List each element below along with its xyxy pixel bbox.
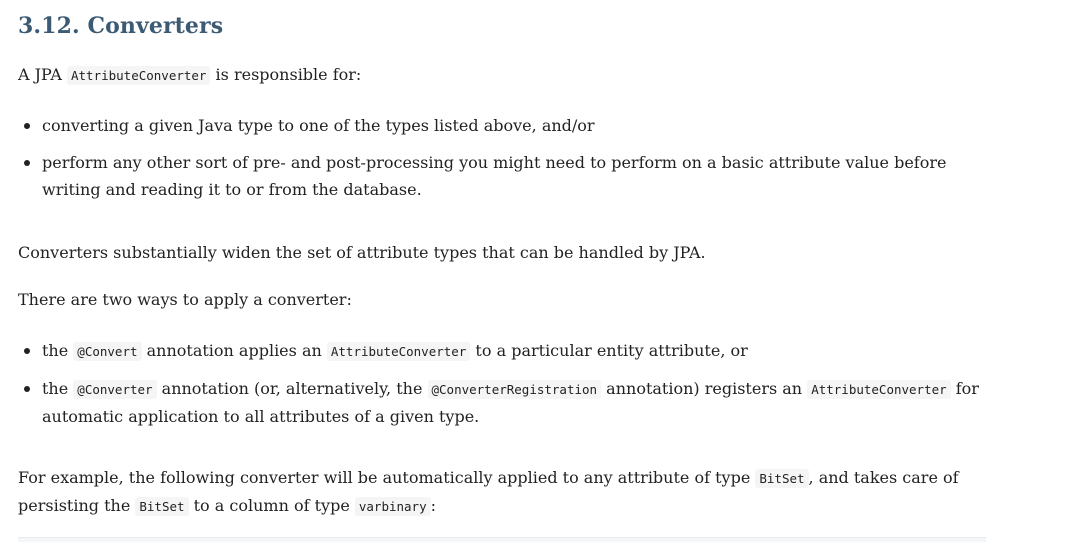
paragraph-text: : [430, 496, 436, 515]
inline-code-converterregistration: @ConverterRegistration [428, 380, 602, 399]
paragraph-example [18, 464, 988, 520]
inline-code-bitset: BitSet [135, 497, 188, 516]
inline-code-converter: @Converter [73, 380, 156, 399]
section-title: 3.12. Converters [18, 13, 224, 39]
paragraph-two-ways: There are two ways to apply a converter: [18, 290, 352, 309]
inline-code-attributeconverter: AttributeConverter [327, 342, 470, 361]
inline-code-bitset: BitSet [755, 469, 808, 488]
inline-code-attributeconverter: AttributeConverter [67, 66, 210, 85]
intro-text-a: A JPA [18, 65, 67, 84]
list-text: annotation applies an [141, 341, 327, 360]
list-text: annotation) registers an [601, 379, 808, 398]
list-text: the [42, 341, 74, 360]
list-item [18, 375, 988, 430]
list-text: to a particular entity attribute, or [470, 341, 748, 360]
intro-paragraph [18, 61, 988, 89]
list-item [18, 337, 988, 365]
paragraph-text: For example, the following converter will be automatically applied to any attribute of type [18, 468, 756, 487]
inline-code-varbinary: varbinary [355, 497, 431, 516]
inline-code-attributeconverter: AttributeConverter [807, 380, 950, 399]
list-item: perform any other sort of pre- and post-processing you might need to perform on a basic attribute value before writing and reading it to or from the database. [18, 149, 988, 203]
paragraph-text: , and takes care of persisting the [18, 468, 959, 515]
list-item: converting a given Java type to one of the types listed above, and/or [18, 112, 988, 139]
list-text: the [42, 379, 74, 398]
intro-text-b: is responsible for: [210, 65, 362, 84]
list-text: for automatic application to all attributes of a given type. [42, 379, 979, 426]
paragraph-widen: Converters substantially widen the set of attribute types that can be handled by JPA. [18, 243, 706, 262]
responsibilities-list [18, 112, 988, 203]
paragraph-text: to a column of type [188, 496, 355, 515]
list-text: annotation (or, alternatively, the [156, 379, 428, 398]
inline-code-convert: @Convert [73, 342, 141, 361]
apply-ways-list [18, 337, 988, 430]
code-block-top-edge [18, 537, 986, 542]
